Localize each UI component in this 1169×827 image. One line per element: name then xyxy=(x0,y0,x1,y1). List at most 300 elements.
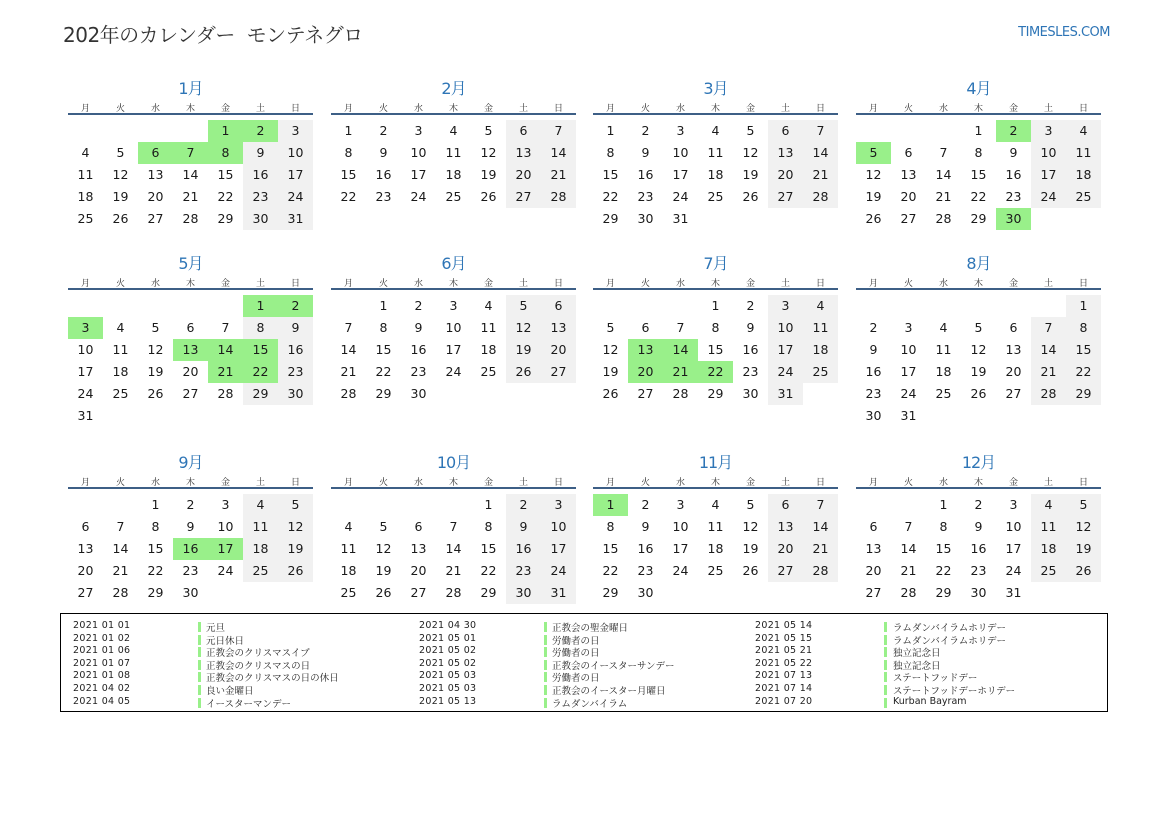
day-cell[interactable]: 11 xyxy=(707,145,724,160)
day-cell[interactable]: 27 xyxy=(768,186,803,208)
day-cell[interactable]: 8 xyxy=(974,145,983,160)
day-cell[interactable]: 17 xyxy=(672,541,689,556)
day-cell[interactable]: 14 xyxy=(803,142,838,164)
day-cell[interactable]: 12 xyxy=(742,519,759,534)
day-cell[interactable]: 17 xyxy=(672,167,689,182)
day-cell[interactable]: 13 xyxy=(768,516,803,538)
day-cell[interactable]: 30 xyxy=(278,383,313,405)
day-cell[interactable]: 30 xyxy=(243,208,278,230)
day-cell[interactable]: 12 xyxy=(147,342,164,357)
day-cell[interactable]: 10 xyxy=(672,145,689,160)
day-cell[interactable]: 13 xyxy=(1005,342,1022,357)
day-cell[interactable]: 28 xyxy=(672,386,689,401)
day-cell[interactable]: 1 xyxy=(593,494,628,516)
day-cell[interactable]: 1 xyxy=(379,298,388,313)
day-cell[interactable]: 12 xyxy=(865,167,882,182)
day-cell[interactable]: 11 xyxy=(480,320,497,335)
day-cell[interactable]: 5 xyxy=(151,320,160,335)
day-cell[interactable]: 25 xyxy=(707,189,724,204)
day-cell[interactable]: 20 xyxy=(768,538,803,560)
day-cell[interactable]: 13 xyxy=(77,541,94,556)
day-cell[interactable]: 22 xyxy=(375,364,392,379)
day-cell[interactable]: 13 xyxy=(628,339,663,361)
day-cell[interactable]: 29 xyxy=(147,585,164,600)
day-cell[interactable]: 21 xyxy=(803,538,838,560)
day-cell[interactable]: 20 xyxy=(77,563,94,578)
day-cell[interactable]: 22 xyxy=(147,563,164,578)
day-cell[interactable]: 23 xyxy=(637,563,654,578)
day-cell[interactable]: 31 xyxy=(77,408,94,423)
day-cell[interactable]: 15 xyxy=(602,167,619,182)
day-cell[interactable]: 14 xyxy=(340,342,357,357)
day-cell[interactable]: 11 xyxy=(803,317,838,339)
day-cell[interactable]: 3 xyxy=(676,497,685,512)
day-cell[interactable]: 19 xyxy=(970,364,987,379)
day-cell[interactable]: 20 xyxy=(865,563,882,578)
day-cell[interactable]: 29 xyxy=(707,386,724,401)
day-cell[interactable]: 8 xyxy=(606,519,615,534)
day-cell[interactable]: 2 xyxy=(641,497,650,512)
day-cell[interactable]: 9 xyxy=(1009,145,1018,160)
day-cell[interactable]: 1 xyxy=(1066,295,1101,317)
day-cell[interactable]: 23 xyxy=(742,364,759,379)
day-cell[interactable]: 1 xyxy=(606,123,615,138)
day-cell[interactable]: 20 xyxy=(768,164,803,186)
day-cell[interactable]: 5 xyxy=(1066,494,1101,516)
day-cell[interactable]: 18 xyxy=(1031,538,1066,560)
day-cell[interactable]: 9 xyxy=(243,142,278,164)
day-cell[interactable]: 9 xyxy=(869,342,878,357)
day-cell[interactable]: 2 xyxy=(186,497,195,512)
day-cell[interactable]: 26 xyxy=(742,563,759,578)
day-cell[interactable]: 8 xyxy=(939,519,948,534)
day-cell[interactable]: 24 xyxy=(672,189,689,204)
day-cell[interactable]: 3 xyxy=(1031,120,1066,142)
day-cell[interactable]: 15 xyxy=(243,339,278,361)
day-cell[interactable]: 6 xyxy=(904,145,913,160)
day-cell[interactable]: 25 xyxy=(340,585,357,600)
day-cell[interactable]: 29 xyxy=(217,211,234,226)
day-cell[interactable]: 28 xyxy=(445,585,462,600)
day-cell[interactable]: 4 xyxy=(81,145,90,160)
day-cell[interactable]: 24 xyxy=(541,560,576,582)
day-cell[interactable]: 15 xyxy=(217,167,234,182)
day-cell[interactable]: 15 xyxy=(935,541,952,556)
day-cell[interactable]: 25 xyxy=(112,386,129,401)
day-cell[interactable]: 3 xyxy=(449,298,458,313)
day-cell[interactable]: 21 xyxy=(541,164,576,186)
day-cell[interactable]: 21 xyxy=(208,361,243,383)
day-cell[interactable]: 5 xyxy=(506,295,541,317)
day-cell[interactable]: 12 xyxy=(375,541,392,556)
day-cell[interactable]: 31 xyxy=(768,383,803,405)
day-cell[interactable]: 23 xyxy=(182,563,199,578)
day-cell[interactable]: 16 xyxy=(637,167,654,182)
day-cell[interactable]: 26 xyxy=(1066,560,1101,582)
day-cell[interactable]: 18 xyxy=(803,339,838,361)
day-cell[interactable]: 18 xyxy=(480,342,497,357)
day-cell[interactable]: 15 xyxy=(147,541,164,556)
day-cell[interactable]: 8 xyxy=(484,519,493,534)
day-cell[interactable]: 12 xyxy=(602,342,619,357)
day-cell[interactable]: 12 xyxy=(112,167,129,182)
day-cell[interactable]: 20 xyxy=(900,189,917,204)
day-cell[interactable]: 24 xyxy=(900,386,917,401)
day-cell[interactable]: 13 xyxy=(506,142,541,164)
day-cell[interactable]: 17 xyxy=(1005,541,1022,556)
day-cell[interactable]: 8 xyxy=(379,320,388,335)
day-cell[interactable]: 19 xyxy=(1066,538,1101,560)
day-cell[interactable]: 11 xyxy=(445,145,462,160)
day-cell[interactable]: 11 xyxy=(243,516,278,538)
day-cell[interactable]: 10 xyxy=(278,142,313,164)
day-cell[interactable]: 16 xyxy=(1005,167,1022,182)
day-cell[interactable]: 18 xyxy=(243,538,278,560)
day-cell[interactable]: 31 xyxy=(672,211,689,226)
day-cell[interactable]: 10 xyxy=(672,519,689,534)
day-cell[interactable]: 2 xyxy=(746,298,755,313)
day-cell[interactable]: 19 xyxy=(112,189,129,204)
day-cell[interactable]: 18 xyxy=(445,167,462,182)
day-cell[interactable]: 1 xyxy=(243,295,278,317)
day-cell[interactable]: 14 xyxy=(1031,339,1066,361)
day-cell[interactable]: 3 xyxy=(904,320,913,335)
day-cell[interactable]: 11 xyxy=(112,342,129,357)
day-cell[interactable]: 25 xyxy=(803,361,838,383)
day-cell[interactable]: 22 xyxy=(602,189,619,204)
day-cell[interactable]: 22 xyxy=(698,361,733,383)
day-cell[interactable]: 23 xyxy=(375,189,392,204)
day-cell[interactable]: 14 xyxy=(112,541,129,556)
day-cell[interactable]: 16 xyxy=(278,339,313,361)
day-cell[interactable]: 4 xyxy=(243,494,278,516)
day-cell[interactable]: 13 xyxy=(410,541,427,556)
day-cell[interactable]: 19 xyxy=(506,339,541,361)
day-cell[interactable]: 22 xyxy=(243,361,278,383)
day-cell[interactable]: 6 xyxy=(768,494,803,516)
day-cell[interactable]: 17 xyxy=(208,538,243,560)
day-cell[interactable]: 28 xyxy=(182,211,199,226)
day-cell[interactable]: 7 xyxy=(1031,317,1066,339)
day-cell[interactable]: 12 xyxy=(480,145,497,160)
day-cell[interactable]: 2 xyxy=(974,497,983,512)
day-cell[interactable]: 4 xyxy=(484,298,493,313)
day-cell[interactable]: 9 xyxy=(746,320,755,335)
day-cell[interactable]: 30 xyxy=(996,208,1031,230)
day-cell[interactable]: 26 xyxy=(480,189,497,204)
day-cell[interactable]: 20 xyxy=(628,361,663,383)
day-cell[interactable]: 21 xyxy=(182,189,199,204)
day-cell[interactable]: 16 xyxy=(243,164,278,186)
day-cell[interactable]: 31 xyxy=(1005,585,1022,600)
day-cell[interactable]: 28 xyxy=(935,211,952,226)
day-cell[interactable]: 21 xyxy=(803,164,838,186)
day-cell[interactable]: 17 xyxy=(445,342,462,357)
day-cell[interactable]: 27 xyxy=(506,186,541,208)
day-cell[interactable]: 5 xyxy=(974,320,983,335)
day-cell[interactable]: 3 xyxy=(68,317,103,339)
day-cell[interactable]: 14 xyxy=(208,339,243,361)
day-cell[interactable]: 13 xyxy=(768,142,803,164)
day-cell[interactable]: 7 xyxy=(344,320,353,335)
day-cell[interactable]: 10 xyxy=(1031,142,1066,164)
day-cell[interactable]: 30 xyxy=(970,585,987,600)
day-cell[interactable]: 10 xyxy=(217,519,234,534)
day-cell[interactable]: 21 xyxy=(445,563,462,578)
day-cell[interactable]: 17 xyxy=(1031,164,1066,186)
day-cell[interactable]: 23 xyxy=(637,189,654,204)
day-cell[interactable]: 6 xyxy=(81,519,90,534)
day-cell[interactable]: 17 xyxy=(900,364,917,379)
day-cell[interactable]: 18 xyxy=(77,189,94,204)
day-cell[interactable]: 1 xyxy=(974,123,983,138)
day-cell[interactable]: 23 xyxy=(243,186,278,208)
day-cell[interactable]: 5 xyxy=(856,142,891,164)
day-cell[interactable]: 18 xyxy=(112,364,129,379)
day-cell[interactable]: 19 xyxy=(375,563,392,578)
day-cell[interactable]: 24 xyxy=(672,563,689,578)
day-cell[interactable]: 21 xyxy=(340,364,357,379)
day-cell[interactable]: 21 xyxy=(112,563,129,578)
day-cell[interactable]: 22 xyxy=(480,563,497,578)
day-cell[interactable]: 31 xyxy=(541,582,576,604)
day-cell[interactable]: 16 xyxy=(410,342,427,357)
day-cell[interactable]: 24 xyxy=(1031,186,1066,208)
day-cell[interactable]: 24 xyxy=(410,189,427,204)
day-cell[interactable]: 30 xyxy=(865,408,882,423)
day-cell[interactable]: 8 xyxy=(151,519,160,534)
day-cell[interactable]: 30 xyxy=(637,585,654,600)
day-cell[interactable]: 8 xyxy=(606,145,615,160)
day-cell[interactable]: 22 xyxy=(602,563,619,578)
day-cell[interactable]: 4 xyxy=(711,123,720,138)
day-cell[interactable]: 4 xyxy=(939,320,948,335)
day-cell[interactable]: 21 xyxy=(1031,361,1066,383)
day-cell[interactable]: 30 xyxy=(506,582,541,604)
day-cell[interactable]: 11 xyxy=(340,541,357,556)
day-cell[interactable]: 16 xyxy=(742,342,759,357)
day-cell[interactable]: 5 xyxy=(278,494,313,516)
day-cell[interactable]: 2 xyxy=(996,120,1031,142)
day-cell[interactable]: 22 xyxy=(935,563,952,578)
day-cell[interactable]: 27 xyxy=(541,361,576,383)
day-cell[interactable]: 27 xyxy=(900,211,917,226)
day-cell[interactable]: 28 xyxy=(112,585,129,600)
day-cell[interactable]: 15 xyxy=(602,541,619,556)
day-cell[interactable]: 29 xyxy=(375,386,392,401)
day-cell[interactable]: 28 xyxy=(803,560,838,582)
day-cell[interactable]: 27 xyxy=(182,386,199,401)
day-cell[interactable]: 8 xyxy=(243,317,278,339)
day-cell[interactable]: 29 xyxy=(480,585,497,600)
day-cell[interactable]: 11 xyxy=(1066,142,1101,164)
day-cell[interactable]: 29 xyxy=(935,585,952,600)
day-cell[interactable]: 24 xyxy=(217,563,234,578)
day-cell[interactable]: 7 xyxy=(803,494,838,516)
day-cell[interactable]: 26 xyxy=(278,560,313,582)
day-cell[interactable]: 1 xyxy=(711,298,720,313)
day-cell[interactable]: 19 xyxy=(147,364,164,379)
day-cell[interactable]: 14 xyxy=(445,541,462,556)
day-cell[interactable]: 13 xyxy=(541,317,576,339)
day-cell[interactable]: 5 xyxy=(116,145,125,160)
day-cell[interactable]: 25 xyxy=(1031,560,1066,582)
day-cell[interactable]: 3 xyxy=(221,497,230,512)
day-cell[interactable]: 28 xyxy=(1031,383,1066,405)
day-cell[interactable]: 25 xyxy=(1066,186,1101,208)
day-cell[interactable]: 1 xyxy=(344,123,353,138)
day-cell[interactable]: 24 xyxy=(77,386,94,401)
day-cell[interactable]: 2 xyxy=(278,295,313,317)
day-cell[interactable]: 6 xyxy=(1009,320,1018,335)
day-cell[interactable]: 18 xyxy=(707,167,724,182)
day-cell[interactable]: 16 xyxy=(506,538,541,560)
day-cell[interactable]: 7 xyxy=(541,120,576,142)
day-cell[interactable]: 13 xyxy=(865,541,882,556)
day-cell[interactable]: 3 xyxy=(414,123,423,138)
day-cell[interactable]: 26 xyxy=(602,386,619,401)
day-cell[interactable]: 4 xyxy=(711,497,720,512)
day-cell[interactable]: 28 xyxy=(803,186,838,208)
day-cell[interactable]: 25 xyxy=(445,189,462,204)
day-cell[interactable]: 20 xyxy=(541,339,576,361)
day-cell[interactable]: 15 xyxy=(480,541,497,556)
day-cell[interactable]: 24 xyxy=(768,361,803,383)
day-cell[interactable]: 16 xyxy=(637,541,654,556)
day-cell[interactable]: 4 xyxy=(1031,494,1066,516)
day-cell[interactable]: 1 xyxy=(484,497,493,512)
day-cell[interactable]: 24 xyxy=(1005,563,1022,578)
day-cell[interactable]: 19 xyxy=(278,538,313,560)
day-cell[interactable]: 19 xyxy=(742,541,759,556)
day-cell[interactable]: 16 xyxy=(970,541,987,556)
day-cell[interactable]: 22 xyxy=(217,189,234,204)
day-cell[interactable]: 14 xyxy=(541,142,576,164)
day-cell[interactable]: 9 xyxy=(379,145,388,160)
day-cell[interactable]: 10 xyxy=(410,145,427,160)
day-cell[interactable]: 12 xyxy=(506,317,541,339)
day-cell[interactable]: 22 xyxy=(1066,361,1101,383)
day-cell[interactable]: 2 xyxy=(379,123,388,138)
day-cell[interactable]: 18 xyxy=(1066,164,1101,186)
day-cell[interactable]: 7 xyxy=(449,519,458,534)
day-cell[interactable]: 6 xyxy=(414,519,423,534)
day-cell[interactable]: 20 xyxy=(410,563,427,578)
day-cell[interactable]: 4 xyxy=(449,123,458,138)
day-cell[interactable]: 29 xyxy=(1066,383,1101,405)
day-cell[interactable]: 20 xyxy=(506,164,541,186)
day-cell[interactable]: 14 xyxy=(900,541,917,556)
day-cell[interactable]: 30 xyxy=(742,386,759,401)
day-cell[interactable]: 24 xyxy=(445,364,462,379)
day-cell[interactable]: 9 xyxy=(641,145,650,160)
day-cell[interactable]: 2 xyxy=(243,120,278,142)
day-cell[interactable]: 30 xyxy=(410,386,427,401)
day-cell[interactable]: 1 xyxy=(151,497,160,512)
day-cell[interactable]: 7 xyxy=(939,145,948,160)
day-cell[interactable]: 26 xyxy=(970,386,987,401)
day-cell[interactable]: 18 xyxy=(935,364,952,379)
day-cell[interactable]: 23 xyxy=(865,386,882,401)
day-cell[interactable]: 17 xyxy=(77,364,94,379)
day-cell[interactable]: 4 xyxy=(803,295,838,317)
day-cell[interactable]: 21 xyxy=(935,189,952,204)
day-cell[interactable]: 12 xyxy=(970,342,987,357)
day-cell[interactable]: 9 xyxy=(186,519,195,534)
day-cell[interactable]: 27 xyxy=(77,585,94,600)
day-cell[interactable]: 25 xyxy=(935,386,952,401)
day-cell[interactable]: 29 xyxy=(602,585,619,600)
day-cell[interactable]: 22 xyxy=(970,189,987,204)
day-cell[interactable]: 9 xyxy=(278,317,313,339)
day-cell[interactable]: 1 xyxy=(939,497,948,512)
day-cell[interactable]: 15 xyxy=(970,167,987,182)
day-cell[interactable]: 12 xyxy=(742,145,759,160)
day-cell[interactable]: 5 xyxy=(746,497,755,512)
day-cell[interactable]: 8 xyxy=(711,320,720,335)
day-cell[interactable]: 12 xyxy=(278,516,313,538)
day-cell[interactable]: 31 xyxy=(278,208,313,230)
day-cell[interactable]: 23 xyxy=(410,364,427,379)
day-cell[interactable]: 29 xyxy=(602,211,619,226)
day-cell[interactable]: 29 xyxy=(243,383,278,405)
day-cell[interactable]: 28 xyxy=(900,585,917,600)
day-cell[interactable]: 6 xyxy=(768,120,803,142)
day-cell[interactable]: 6 xyxy=(138,142,173,164)
day-cell[interactable]: 2 xyxy=(869,320,878,335)
day-cell[interactable]: 6 xyxy=(869,519,878,534)
day-cell[interactable]: 24 xyxy=(278,186,313,208)
day-cell[interactable]: 23 xyxy=(506,560,541,582)
day-cell[interactable]: 26 xyxy=(506,361,541,383)
day-cell[interactable]: 15 xyxy=(340,167,357,182)
day-cell[interactable]: 27 xyxy=(147,211,164,226)
day-cell[interactable]: 11 xyxy=(707,519,724,534)
day-cell[interactable]: 11 xyxy=(1031,516,1066,538)
day-cell[interactable]: 19 xyxy=(480,167,497,182)
day-cell[interactable]: 26 xyxy=(112,211,129,226)
day-cell[interactable]: 6 xyxy=(186,320,195,335)
day-cell[interactable]: 10 xyxy=(1005,519,1022,534)
day-cell[interactable]: 9 xyxy=(974,519,983,534)
day-cell[interactable]: 14 xyxy=(935,167,952,182)
day-cell[interactable]: 27 xyxy=(410,585,427,600)
day-cell[interactable]: 25 xyxy=(243,560,278,582)
day-cell[interactable]: 25 xyxy=(480,364,497,379)
day-cell[interactable]: 20 xyxy=(1005,364,1022,379)
day-cell[interactable]: 26 xyxy=(375,585,392,600)
day-cell[interactable]: 7 xyxy=(904,519,913,534)
day-cell[interactable]: 6 xyxy=(641,320,650,335)
day-cell[interactable]: 27 xyxy=(637,386,654,401)
day-cell[interactable]: 29 xyxy=(970,211,987,226)
day-cell[interactable]: 5 xyxy=(484,123,493,138)
day-cell[interactable]: 4 xyxy=(344,519,353,534)
day-cell[interactable]: 19 xyxy=(742,167,759,182)
day-cell[interactable]: 14 xyxy=(803,516,838,538)
day-cell[interactable]: 13 xyxy=(900,167,917,182)
day-cell[interactable]: 10 xyxy=(445,320,462,335)
day-cell[interactable]: 9 xyxy=(641,519,650,534)
day-cell[interactable]: 3 xyxy=(768,295,803,317)
day-cell[interactable]: 20 xyxy=(182,364,199,379)
day-cell[interactable]: 26 xyxy=(742,189,759,204)
day-cell[interactable]: 2 xyxy=(641,123,650,138)
day-cell[interactable]: 7 xyxy=(116,519,125,534)
day-cell[interactable]: 14 xyxy=(182,167,199,182)
day-cell[interactable]: 2 xyxy=(414,298,423,313)
day-cell[interactable]: 17 xyxy=(768,339,803,361)
